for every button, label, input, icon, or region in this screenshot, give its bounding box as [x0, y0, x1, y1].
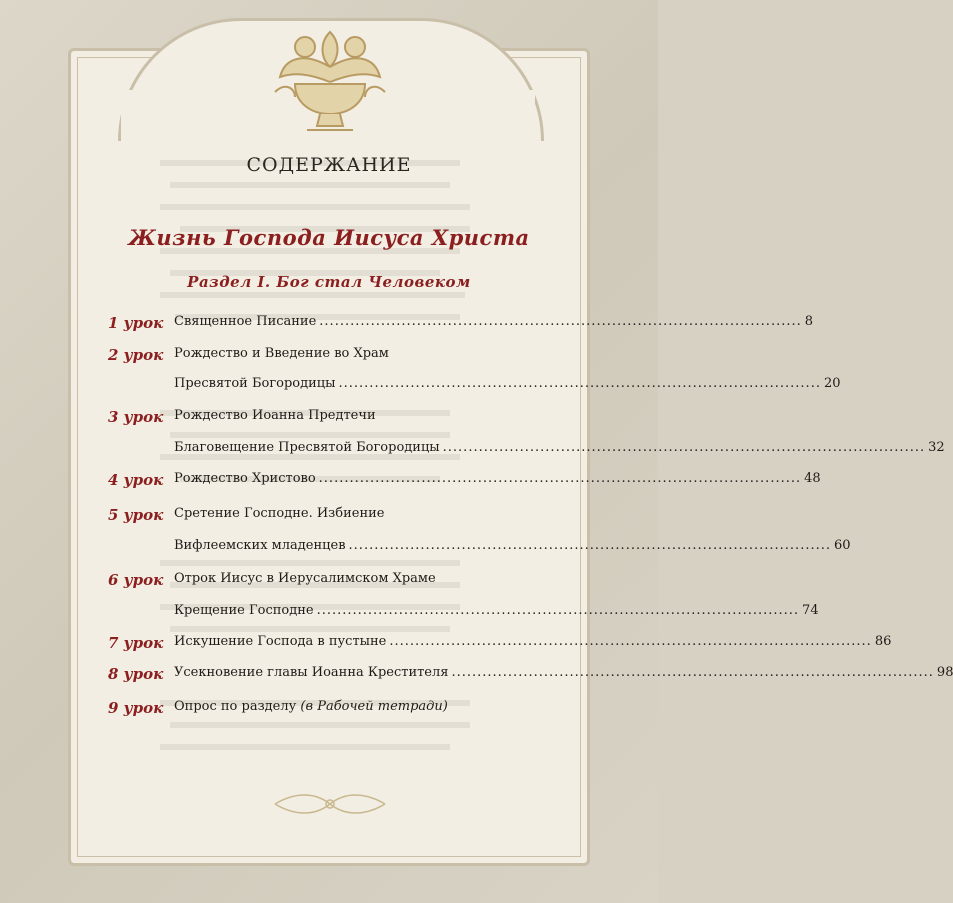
toc-entry[interactable]: [174, 346, 540, 361]
leader-dots: ..............................................................................................: [442, 440, 926, 455]
toc-page-number: 8: [804, 314, 814, 329]
toc-entry-title: Рождество Христово: [174, 471, 316, 486]
toc-entry-title: Рождество и Введение во Храм: [174, 346, 389, 361]
toc-entry-title: Искушение Господа в пустыне: [174, 634, 387, 649]
toc-entry-continuation[interactable]: [174, 440, 945, 455]
toc-entry-continuation[interactable]: [174, 538, 851, 553]
toc-entry-title: Крещение Господне: [174, 603, 314, 618]
leader-dots: ..............................................................................................: [319, 314, 802, 329]
leader-dots: ..............................................................................................: [389, 634, 872, 649]
lesson-number: 9 урок: [108, 699, 164, 717]
toc-entry-title: Сретение Господне. Избиение: [174, 506, 385, 521]
toc-page-number: 20: [823, 376, 841, 391]
lesson-number: 8 урок: [108, 665, 164, 683]
toc-entry-continuation[interactable]: [174, 603, 819, 618]
toc-entry-title: Пресвятой Богородицы: [174, 376, 336, 391]
lesson-number: 7 урок: [108, 634, 164, 652]
toc-page-number: 32: [928, 440, 945, 455]
lesson-number: 2 урок: [108, 346, 164, 364]
bottom-ornament-icon: [270, 790, 390, 818]
toc-entry-title: Усекновение главы Иоанна Крестителя: [174, 665, 449, 680]
book-title: Жизнь Господа Иисуса Христа: [128, 225, 530, 250]
toc-entry[interactable]: [174, 699, 540, 714]
toc-page-number: 86: [874, 634, 892, 649]
toc-entry[interactable]: [174, 471, 821, 486]
page-title: СОДЕРЖАНИЕ: [246, 154, 412, 176]
toc-entry[interactable]: [174, 314, 814, 329]
toc-entry-note: (в Рабочей тетради): [300, 699, 448, 714]
leader-dots: ..............................................................................................: [348, 538, 831, 553]
toc-entry-title: Священное Писание: [174, 314, 317, 329]
leader-dots: ..............................................................................................: [451, 665, 934, 680]
leader-dots: ..............................................................................................: [338, 376, 821, 391]
toc-entry[interactable]: [174, 571, 540, 586]
lesson-number: 4 урок: [108, 471, 164, 489]
toc-page-number: 48: [804, 471, 821, 486]
toc-entry-title: Вифлеемских младенцев: [174, 538, 346, 553]
section-title: Раздел I. Бог стал Человеком: [187, 273, 471, 291]
toc-entry-title: Отрок Иисус в Иерусалимском Храме: [174, 571, 436, 586]
floral-vase-ornament-icon: [265, 22, 395, 140]
lesson-number: 6 урок: [108, 571, 164, 589]
toc-entry-title: [174, 699, 448, 714]
toc-entry[interactable]: [174, 665, 953, 680]
toc-entry[interactable]: [174, 408, 540, 423]
lesson-number: 3 урок: [108, 408, 164, 426]
toc-entry-title: Рождество Иоанна Предтечи: [174, 408, 376, 423]
toc-page-number: 60: [834, 538, 851, 553]
toc-page-number: 74: [802, 603, 819, 618]
leader-dots: ..............................................................................................: [316, 603, 800, 618]
toc-entry-title: Благовещение Пресвятой Богородицы: [174, 440, 440, 455]
lesson-number: 5 урок: [108, 506, 164, 524]
toc-entry-continuation[interactable]: [174, 376, 841, 391]
toc-entry-text: Опрос по разделу: [174, 699, 297, 714]
lesson-number: 1 урок: [108, 314, 164, 332]
toc-entry[interactable]: [174, 506, 540, 521]
toc-page-number: 98: [936, 665, 953, 680]
toc-entry[interactable]: [174, 634, 892, 649]
leader-dots: ..............................................................................................: [318, 471, 802, 486]
